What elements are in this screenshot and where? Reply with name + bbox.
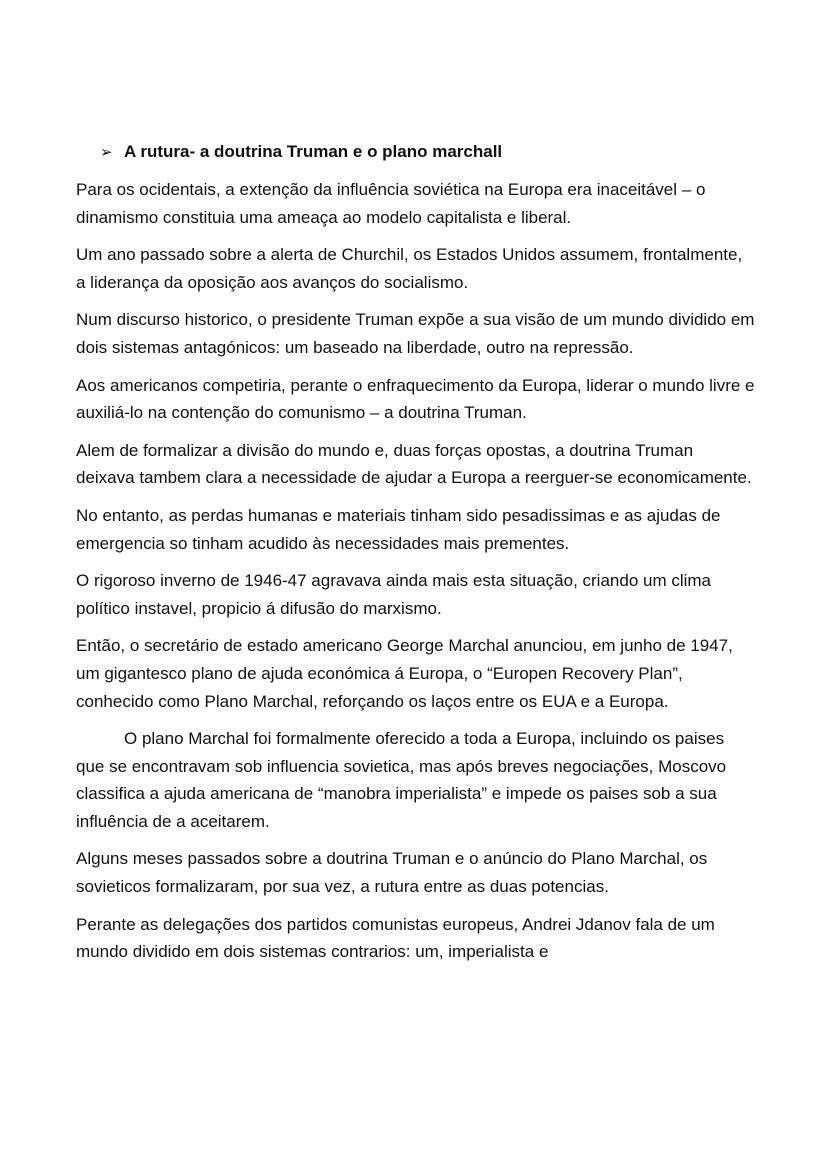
paragraph: O rigoroso inverno de 1946-47 agravava ainda mais esta situação, criando um clima político instavel, propicio á difusão do marxismo.	[76, 571, 712, 618]
paragraph: Para os ocidentais, a extenção da influência soviética na Europa era inaceitável – o dinamismo constituia uma ameaça ao modelo capitalista e liberal.	[76, 180, 706, 227]
section-heading-text: A rutura- a doutrina Truman e o plano marchall	[124, 142, 503, 161]
document-body	[76, 176, 756, 976]
section-heading	[100, 139, 502, 166]
paragraph: Num discurso historico, o presidente Truman expõe a sua visão de um mundo dividido em dois sistemas antagónicos: um baseado na liberdade, outro na repressão.	[76, 310, 755, 357]
paragraph: Então, o secretário de estado americano George Marchal anunciou, em junho de 1947, um gigantesco plano de ajuda económica á Europa, o “Europen Recovery Plan”, conhecido como Plano Marchal, reforçando os laços entre os EUA e a Europa.	[76, 636, 733, 711]
arrow-bullet-icon: ➢	[100, 144, 113, 161]
paragraph: Alguns meses passados sobre a doutrina Truman e o anúncio do Plano Marchal, os sovieticos formalizaram, por sua vez, a rutura entre as duas potencias.	[76, 849, 708, 897]
paragraph: Um ano passado sobre a alerta de Churchil, os Estados Unidos assumem, frontalmente, a liderança da oposição aos avanços do socialismo.	[76, 245, 743, 292]
paragraph: No entanto, as perdas humanas e materiais tinham sido pesadissimas e as ajudas de emergencia so tinham acudido às necessidades mais prementes.	[76, 505, 721, 553]
paragraph: Alem de formalizar a divisão do mundo e, duas forças opostas, a doutrina Truman deixava tambem clara a necessidade de ajudar a Europa a reerguer-se economicamente.	[76, 440, 752, 488]
paragraph: O plano Marchal foi formalmente oferecido a toda a Europa, incluindo os paises que se encontravam sob influencia sovietica, mas após breves negociações, Moscovo classifica a ajuda americana de “manobra imperialista” e impede os paises sob a sua influência de a aceitarem.	[76, 729, 727, 831]
paragraph: Perante as delegações dos partidos comunistas europeus, Andrei Jdanov fala de um mundo dividido em dois sistemas contrarios: um, imperialista e	[76, 914, 715, 962]
paragraph: Aos americanos competiria, perante o enfraquecimento da Europa, liderar o mundo livre e auxiliá-lo na contenção do comunismo – a doutrina Truman.	[76, 375, 755, 423]
